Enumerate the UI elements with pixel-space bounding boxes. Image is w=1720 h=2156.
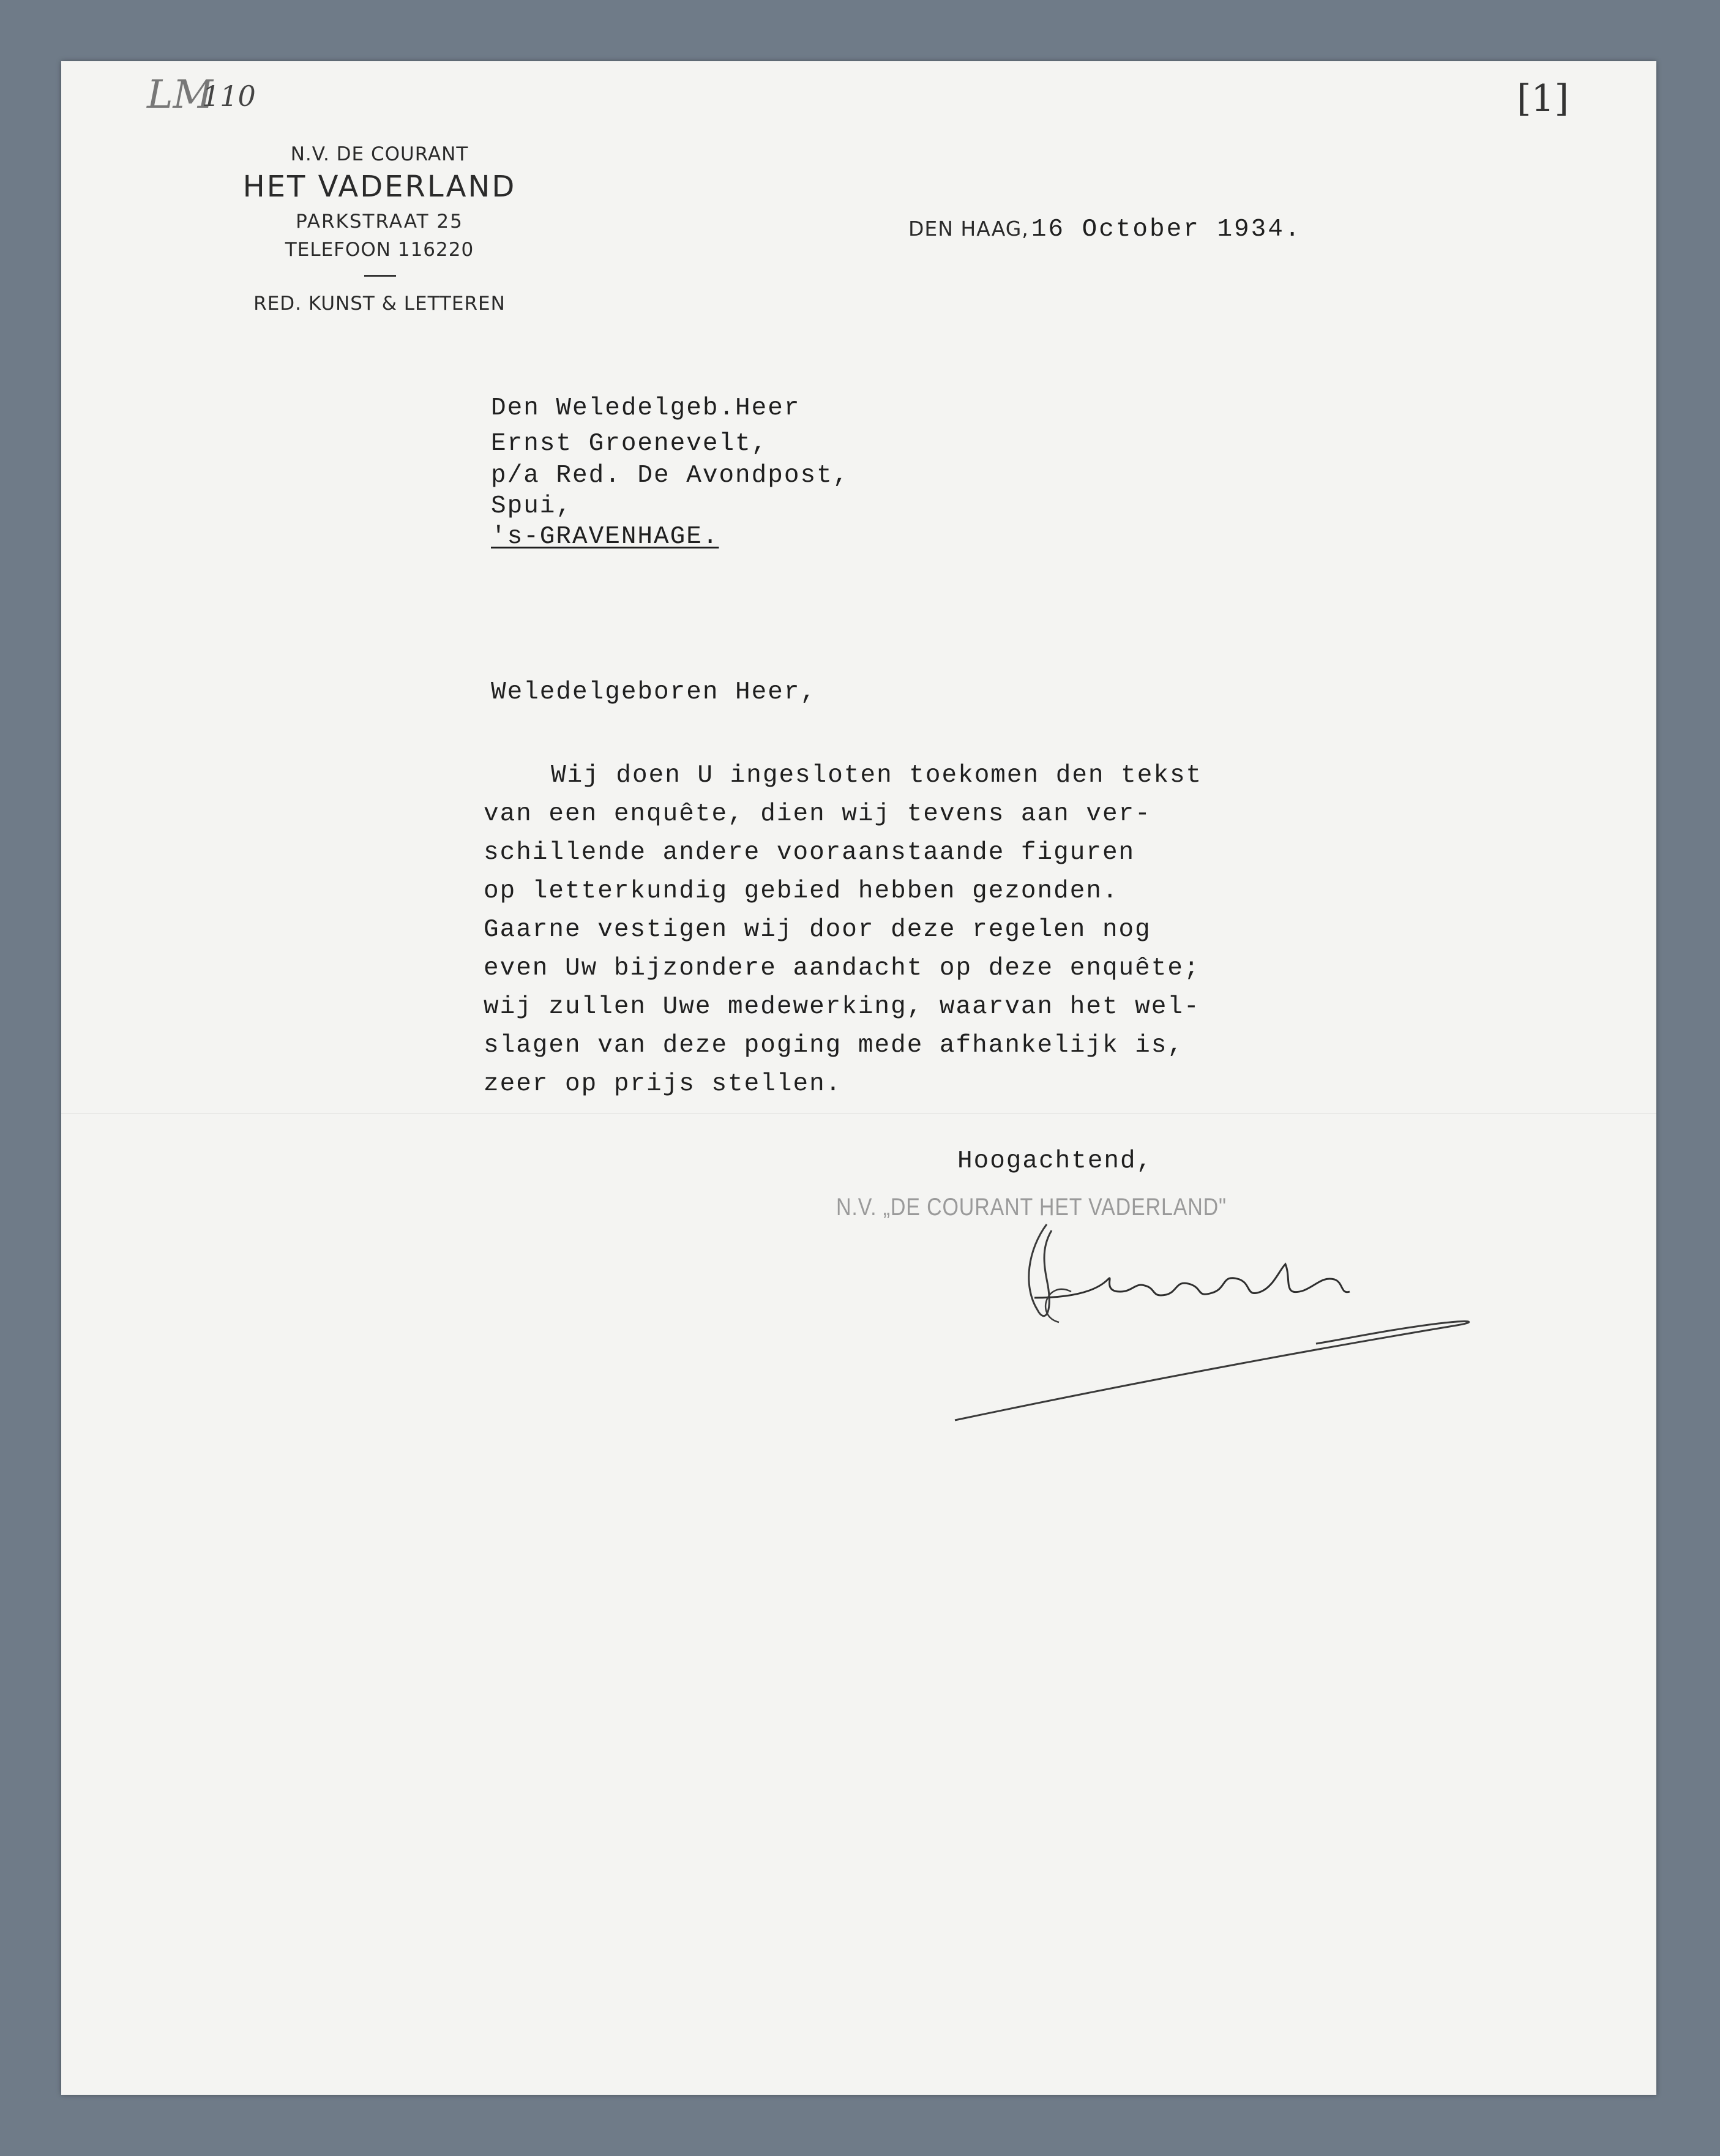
- letterhead-title: HET VADERLAND: [242, 170, 517, 204]
- address-line-1: Den Weledelgeb.Heer: [491, 394, 801, 422]
- archive-number: 110: [202, 80, 256, 113]
- date-place: DEN HAAG,: [908, 217, 1029, 241]
- address-line-3: p/a Red. De Avondpost,: [491, 462, 850, 490]
- address-line-4: Spui,: [491, 492, 573, 520]
- address-city: 's-GRAVENHAGE.: [491, 523, 719, 551]
- paper-fold: [61, 1113, 1656, 1115]
- address-line-2: Ernst Groenevelt,: [491, 430, 768, 458]
- letter-body: [484, 757, 1202, 1104]
- body-line: van een enquête, dien wij tevens aan ver-: [484, 800, 1151, 828]
- body-line: zeer op prijs stellen.: [484, 1070, 842, 1098]
- date-value: 16 October 1934.: [1031, 215, 1302, 244]
- body-line: Wij doen U ingesloten toekomen den tekst: [551, 762, 1203, 790]
- body-line: even Uw bijzondere aandacht op deze enquête;: [484, 954, 1200, 983]
- letterhead-divider: [364, 275, 396, 277]
- body-line: slagen van deze poging mede afhankelijk is,: [484, 1031, 1184, 1060]
- closing: Hoogachtend,: [957, 1147, 1153, 1175]
- address-block: [491, 389, 849, 552]
- date-line: [908, 215, 1301, 244]
- handwritten-signature: [888, 1212, 1500, 1432]
- body-line: wij zullen Uwe medewerking, waarvan het wel-: [484, 993, 1200, 1021]
- address-line-5: [491, 522, 849, 552]
- letterhead-address: PARKSTRAAT 25: [296, 211, 463, 233]
- body-line: schillende andere vooraanstaande figuren: [484, 839, 1135, 867]
- page-mark: [1]: [1517, 77, 1569, 120]
- letterhead-phone: TELEFOON 116220: [285, 239, 474, 261]
- body-line: Gaarne vestigen wij door deze regelen nog: [484, 916, 1151, 944]
- body-line: op letterkundig gebied hebben gezonden.: [484, 877, 1119, 905]
- salutation: Weledelgeboren Heer,: [491, 678, 817, 706]
- corner-mark: LM: [147, 72, 214, 118]
- letter-page: [61, 61, 1656, 2095]
- company-stamp: N.V. „DE COURANT HET VADERLAND": [836, 1194, 1227, 1221]
- letterhead-company: N.V. DE COURANT: [290, 143, 469, 165]
- letterhead-department: RED. KUNST & LETTEREN: [253, 293, 506, 315]
